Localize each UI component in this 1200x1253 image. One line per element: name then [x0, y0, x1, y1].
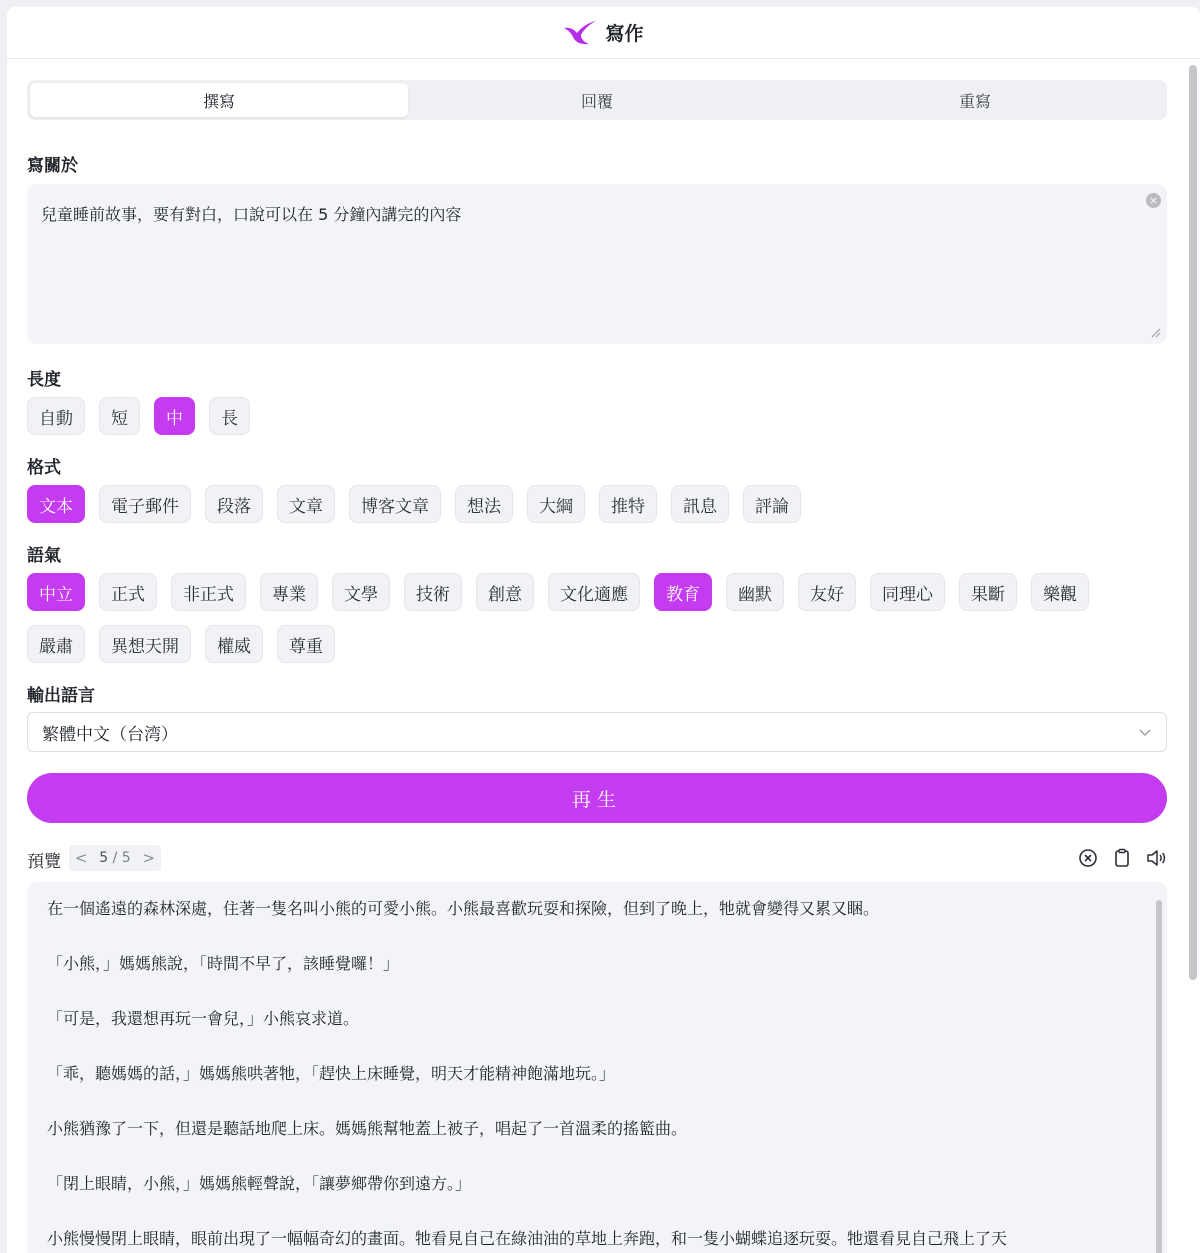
length-options — [27, 397, 250, 435]
length-chip-long[interactable]: 長 — [209, 397, 250, 435]
tone-chip-technical[interactable]: 技術 — [404, 573, 462, 611]
tab-compose[interactable]: 撰寫 — [30, 83, 408, 117]
tone-chip-humorous[interactable]: 幽默 — [726, 573, 784, 611]
chevron-left-icon[interactable]: < — [74, 849, 88, 867]
format-chip-ideas[interactable]: 想法 — [455, 485, 513, 523]
tone-chip-friendly[interactable]: 友好 — [798, 573, 856, 611]
preview-header — [27, 845, 1167, 873]
tab-rewrite[interactable]: 重寫 — [958, 91, 991, 111]
tone-chip-whimsical[interactable]: 異想天開 — [99, 625, 191, 663]
preview-paragraph: 「乖，聽媽媽的話，」媽媽熊哄著牠，「趕快上床睡覺，明天才能精神飽滿地玩。」 — [47, 1064, 616, 1083]
clear-icon[interactable]: × — [1146, 193, 1161, 208]
page-separator: / — [112, 850, 118, 866]
tone-chip-serious[interactable]: 嚴肅 — [27, 625, 85, 663]
write-about-input[interactable] — [27, 184, 1167, 344]
format-chip-outline[interactable]: 大綱 — [527, 485, 585, 523]
tone-chip-decisive[interactable]: 果斷 — [959, 573, 1017, 611]
format-chip-tweet[interactable]: 推特 — [599, 485, 657, 523]
format-label: 格式 — [27, 458, 61, 478]
preview-text-area[interactable] — [27, 882, 1167, 1253]
preview-scrollbar[interactable] — [1156, 900, 1162, 1253]
chevron-right-icon[interactable]: > — [142, 849, 156, 867]
preview-paragraph: 「閉上眼睛，小熊，」媽媽熊輕聲說，「讓夢鄉帶你到遠方。」 — [47, 1174, 472, 1193]
page-current: 5 — [99, 850, 109, 866]
regenerate-button[interactable]: 再生 — [27, 773, 1167, 823]
close-circle-icon[interactable] — [1077, 847, 1099, 869]
output-language-value[interactable]: 繁體中文（台湾） — [42, 724, 178, 745]
tone-chip-optimistic[interactable]: 樂觀 — [1031, 573, 1089, 611]
tone-chip-respectful[interactable]: 尊重 — [277, 625, 335, 663]
speaker-icon[interactable] — [1145, 847, 1167, 869]
tone-chip-empathetic[interactable]: 同理心 — [870, 573, 945, 611]
preview-paragraph: 「可是，我還想再玩一會兒，」小熊哀求道。 — [47, 1009, 360, 1028]
preview-paragraph: 在一個遙遠的森林深處，住著一隻名叫小熊的可愛小熊。小熊最喜歡玩耍和探險，但到了晚上，牠就會變得又累又睏。 — [47, 899, 880, 918]
app-window — [7, 7, 1200, 1253]
length-chip-auto[interactable]: 自動 — [27, 397, 85, 435]
write-about-label: 寫關於 — [27, 156, 78, 176]
page-scrollbar[interactable] — [1186, 59, 1200, 1253]
write-about-value[interactable]: 兒童睡前故事，要有對白，口說可以在 5 分鐘內講完的內容 — [41, 205, 462, 224]
format-chip-text[interactable]: 文本 — [27, 485, 85, 523]
format-chip-review[interactable]: 評論 — [743, 485, 801, 523]
preview-paragraph: 「小熊，」媽媽熊說，「時間不早了，該睡覺囉！」 — [47, 954, 400, 973]
app-header — [7, 7, 1200, 59]
preview-label: 預覽 — [27, 852, 61, 872]
tone-chip-creative[interactable]: 創意 — [476, 573, 534, 611]
resize-grip-icon[interactable] — [1149, 326, 1161, 338]
clipboard-icon[interactable] — [1111, 847, 1133, 869]
length-label: 長度 — [27, 370, 61, 390]
tone-chip-informal[interactable]: 非正式 — [171, 573, 246, 611]
tone-chip-educational[interactable]: 教育 — [654, 573, 712, 611]
format-chip-message[interactable]: 訊息 — [671, 485, 729, 523]
output-language-select[interactable] — [27, 712, 1167, 752]
format-options — [27, 485, 801, 523]
format-chip-paragraph[interactable]: 段落 — [205, 485, 263, 523]
tone-chip-neutral[interactable]: 中立 — [27, 573, 85, 611]
mode-tabs — [27, 80, 1167, 120]
tone-chip-authoritative[interactable]: 權威 — [205, 625, 263, 663]
page-title: 寫作 — [605, 23, 644, 45]
compose-panel — [27, 59, 1167, 1248]
tone-chip-culturally-adaptive[interactable]: 文化適應 — [548, 573, 640, 611]
tone-chip-formal[interactable]: 正式 — [99, 573, 157, 611]
preview-pager — [69, 845, 161, 871]
tone-chip-professional[interactable]: 專業 — [260, 573, 318, 611]
page-scrollbar-thumb[interactable] — [1189, 65, 1197, 980]
tone-chip-literary[interactable]: 文學 — [332, 573, 390, 611]
format-chip-blog-post[interactable]: 博客文章 — [349, 485, 441, 523]
tone-label: 語氣 — [27, 546, 61, 566]
format-chip-email[interactable]: 電子郵件 — [99, 485, 191, 523]
preview-paragraph: 小熊慢慢閉上眼睛，眼前出現了一幅幅奇幻的畫面。牠看見自己在綠油油的草地上奔跑，和一隻小蝴蝶追逐玩耍。牠還看見自己飛上了天 — [47, 1229, 1008, 1248]
chevron-down-icon[interactable] — [1138, 725, 1152, 739]
tone-options-row-1 — [27, 573, 1089, 611]
output-language-label: 輸出語言 — [27, 686, 95, 706]
tab-reply[interactable]: 回覆 — [580, 91, 613, 111]
preview-toolbar — [1077, 847, 1167, 869]
length-chip-medium[interactable]: 中 — [154, 397, 195, 435]
format-chip-article[interactable]: 文章 — [277, 485, 335, 523]
tone-options-row-2 — [27, 625, 335, 663]
swallow-logo-icon — [563, 20, 597, 46]
page-total: 5 — [121, 850, 131, 866]
length-chip-short[interactable]: 短 — [99, 397, 140, 435]
preview-paragraph: 小熊猶豫了一下，但還是聽話地爬上床。媽媽熊幫牠蓋上被子，唱起了一首溫柔的搖籃曲。 — [47, 1119, 688, 1138]
